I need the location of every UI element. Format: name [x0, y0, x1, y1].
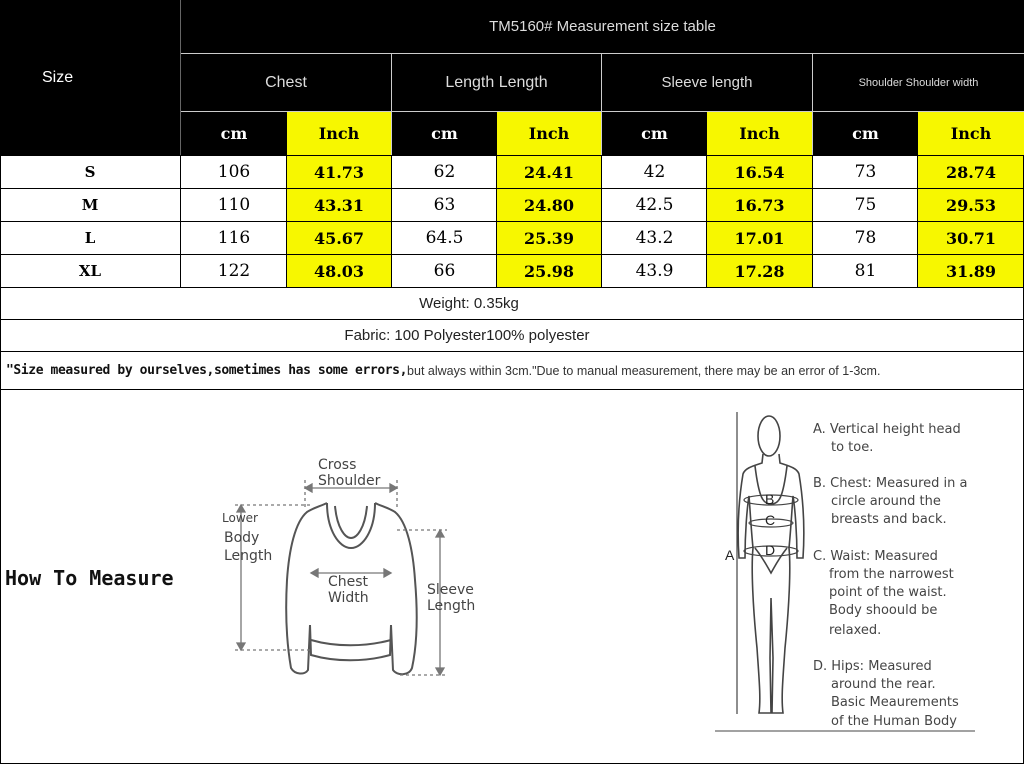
column-header-chest: Chest — [265, 73, 307, 91]
table-cell-chest-inch: 41.73 — [287, 156, 391, 188]
table-cell-shoulder-cm: 73 — [854, 162, 877, 182]
unit-cm-sleeve: cm — [641, 124, 668, 143]
table-cell-length-cm: 66 — [433, 261, 456, 281]
table-cell-chest-inch: 43.31 — [287, 189, 391, 221]
table-cell-sleeve-cm: 42 — [643, 162, 666, 182]
table-cell-shoulder-inch: 31.89 — [918, 255, 1024, 287]
table-cell-shoulder-cm: 75 — [854, 195, 877, 215]
cross-shoulder-label-2: Shoulder — [318, 473, 381, 489]
size-cell: S — [84, 162, 96, 181]
svg-text:circle around the: circle around the — [831, 494, 941, 509]
column-header-shoulder: Shoulder Shoulder width — [858, 76, 979, 89]
sleeve-length-label-2: Length — [427, 598, 476, 614]
table-cell-shoulder-cm: 81 — [854, 261, 877, 281]
how-to-measure-title: How To Measure — [5, 566, 174, 590]
svg-text:B. Chest: Measured in a: B. Chest: Measured in a — [813, 476, 968, 491]
body-label-c: C — [765, 512, 776, 528]
table-cell-shoulder-cm: 78 — [854, 228, 877, 248]
table-cell-chest-cm: 116 — [217, 228, 251, 248]
svg-text:from the narrowest: from the narrowest — [829, 567, 954, 582]
svg-text:breasts and back.: breasts and back. — [831, 512, 947, 527]
size-cell: M — [81, 195, 99, 214]
table-cell-length-inch: 25.39 — [497, 222, 601, 254]
unit-inch-sleeve: Inch — [707, 112, 812, 155]
column-header-length: Length Length — [445, 73, 548, 91]
table-cell-length-inch: 24.80 — [497, 189, 601, 221]
svg-text:C. Waist: Measured: C. Waist: Measured — [813, 549, 938, 564]
size-cell: XL — [78, 261, 102, 280]
svg-text:point of the waist.: point of the waist. — [829, 585, 947, 600]
sweater-diagram — [215, 450, 490, 690]
table-cell-chest-inch: 45.67 — [287, 222, 391, 254]
table-cell-sleeve-cm: 43.2 — [635, 228, 674, 248]
chest-width-label-2: Width — [328, 590, 369, 606]
table-cell-length-cm: 62 — [433, 162, 456, 182]
fabric-info: Fabric: 100 Polyester100% polyester — [344, 326, 590, 344]
table-cell-length-cm: 63 — [433, 195, 456, 215]
unit-inch-shoulder: Inch — [918, 112, 1024, 155]
svg-text:A. Vertical height head: A. Vertical height head — [813, 422, 961, 437]
svg-text:D. Hips: Measured: D. Hips: Measured — [813, 659, 932, 674]
size-header: Size — [42, 68, 74, 86]
svg-text:around the rear.: around the rear. — [831, 677, 936, 692]
table-cell-length-cm: 64.5 — [425, 228, 464, 248]
weight-info: Weight: 0.35kg — [419, 294, 519, 312]
size-note: "Size measured by ourselves,sometimes has some errors, but always within 3cm."Due to manual measurement, there may be an error of 1-3cm. — [6, 363, 881, 378]
table-cell-length-inch: 24.41 — [497, 156, 601, 188]
human-body-icon — [738, 416, 804, 713]
body-diagram — [715, 408, 1015, 738]
cross-shoulder-label-1: Cross — [318, 457, 357, 473]
table-cell-shoulder-inch: 28.74 — [918, 156, 1024, 188]
unit-cm-length: cm — [431, 124, 458, 143]
table-cell-chest-cm: 122 — [217, 261, 251, 281]
table-cell-sleeve-inch: 16.54 — [707, 156, 812, 188]
column-header-sleeve: Sleeve length — [661, 74, 753, 91]
svg-text:relaxed.: relaxed. — [829, 623, 882, 638]
body-label-a: A — [725, 547, 735, 563]
unit-cm-chest: cm — [220, 124, 248, 143]
body-legend — [813, 422, 967, 729]
body-label-d: D — [765, 542, 776, 558]
chest-width-label-1: Chest — [328, 574, 369, 590]
unit-inch-length: Inch — [497, 112, 601, 155]
table-cell-length-inch: 25.98 — [497, 255, 601, 287]
lower-label: Lower — [222, 511, 258, 525]
table-cell-sleeve-inch: 17.01 — [707, 222, 812, 254]
svg-text:to toe.: to toe. — [831, 440, 874, 455]
measure-bands — [737, 412, 798, 714]
unit-inch-chest: Inch — [287, 112, 391, 155]
unit-cm-shoulder: cm — [852, 124, 879, 143]
table-cell-sleeve-inch: 16.73 — [707, 189, 812, 221]
size-cell: L — [84, 228, 96, 247]
table-cell-chest-inch: 48.03 — [287, 255, 391, 287]
table-cell-shoulder-inch: 30.71 — [918, 222, 1024, 254]
svg-text:of the Human Body: of the Human Body — [831, 714, 957, 729]
table-cell-shoulder-inch: 29.53 — [918, 189, 1024, 221]
table-cell-sleeve-cm: 43.9 — [635, 261, 674, 281]
sleeve-length-label-1: Sleeve — [427, 582, 474, 598]
body-length-label-1: Body — [224, 530, 260, 546]
svg-text:Body shoould be: Body shoould be — [829, 603, 938, 618]
body-label-b: B — [765, 491, 775, 507]
table-cell-chest-cm: 110 — [217, 195, 251, 215]
table-cell-sleeve-inch: 17.28 — [707, 255, 812, 287]
table-title: TM5160# Measurement size table — [489, 18, 716, 35]
table-cell-chest-cm: 106 — [217, 162, 251, 182]
table-cell-sleeve-cm: 42.5 — [635, 195, 674, 215]
body-length-label-2: Length — [224, 548, 273, 564]
svg-text:Basic Meaurements: Basic Meaurements — [831, 695, 959, 710]
